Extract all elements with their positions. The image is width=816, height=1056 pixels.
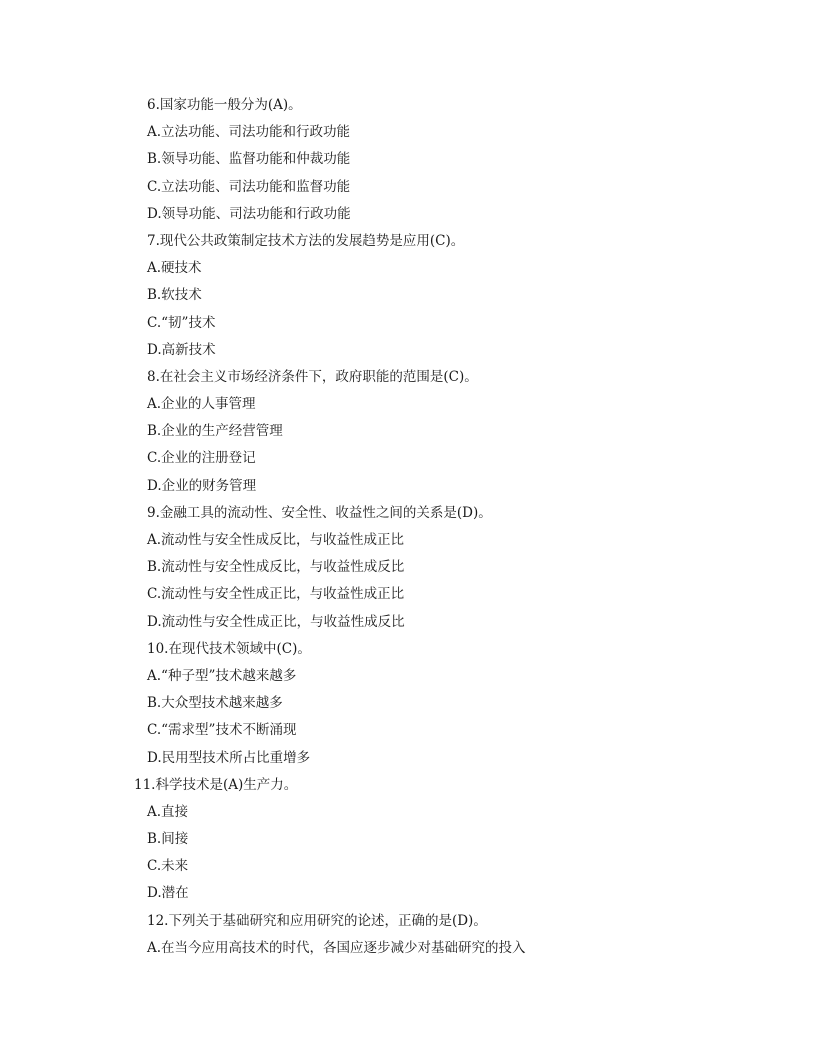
option-10b: B.大众型技术越来越多 [147,695,283,712]
question-11: 11.科学技术是(A)生产力。 [134,776,298,793]
option-8c: C.企业的注册登记 [147,450,256,467]
option-10d: D.民用型技术所占比重增多 [147,749,311,766]
question-8: 8.在社会主义市场经济条件下，政府职能的范围是(C)。 [147,368,478,385]
question-10: 10.在现代技术领域中(C)。 [147,640,311,657]
question-7: 7.现代公共政策制定技术方法的发展趋势是应用(C)。 [147,232,465,249]
option-9d: D.流动性与安全性成正比，与收益性成反比 [147,613,405,630]
option-6d: D.领导功能、司法功能和行政功能 [147,205,351,222]
question-12: 12.下列关于基础研究和应用研究的论述，正确的是(D)。 [147,912,487,929]
option-11d: D.潜在 [147,885,189,902]
option-7b: B.软技术 [147,287,202,304]
option-10a: A.“种子型”技术越来越多 [147,667,297,684]
option-6a: A.立法功能、司法功能和行政功能 [147,124,351,141]
option-7a: A.硬技术 [147,260,202,277]
option-9b: B.流动性与安全性成反比，与收益性成反比 [147,559,405,576]
option-6b: B.领导功能、监督功能和仲裁功能 [147,151,351,168]
option-9c: C.流动性与安全性成正比，与收益性成正比 [147,586,405,603]
question-6: 6.国家功能一般分为(A)。 [147,97,302,113]
option-11c: C.未来 [147,858,189,875]
option-8a: A.企业的人事管理 [147,396,256,413]
option-10c: C.“需求型”技术不断涌现 [147,722,297,739]
question-9: 9.金融工具的流动性、安全性、收益性之间的关系是(D)。 [147,504,492,521]
option-7d: D.高新技术 [147,341,216,358]
option-11b: B.间接 [147,831,189,848]
option-9a: A.流动性与安全性成反比，与收益性成正比 [147,532,405,548]
option-8b: B.企业的生产经营管理 [147,423,283,440]
document-page [0,92,816,962]
option-7c: C.“韧”技术 [147,314,216,331]
option-8d: D.企业的财务管理 [147,477,257,494]
option-6c: C.立法功能、司法功能和监督功能 [147,178,351,195]
option-11a: A.直接 [147,803,189,820]
option-12a: A.在当今应用高技术的时代，各国应逐步减少对基础研究的投入 [147,939,526,956]
